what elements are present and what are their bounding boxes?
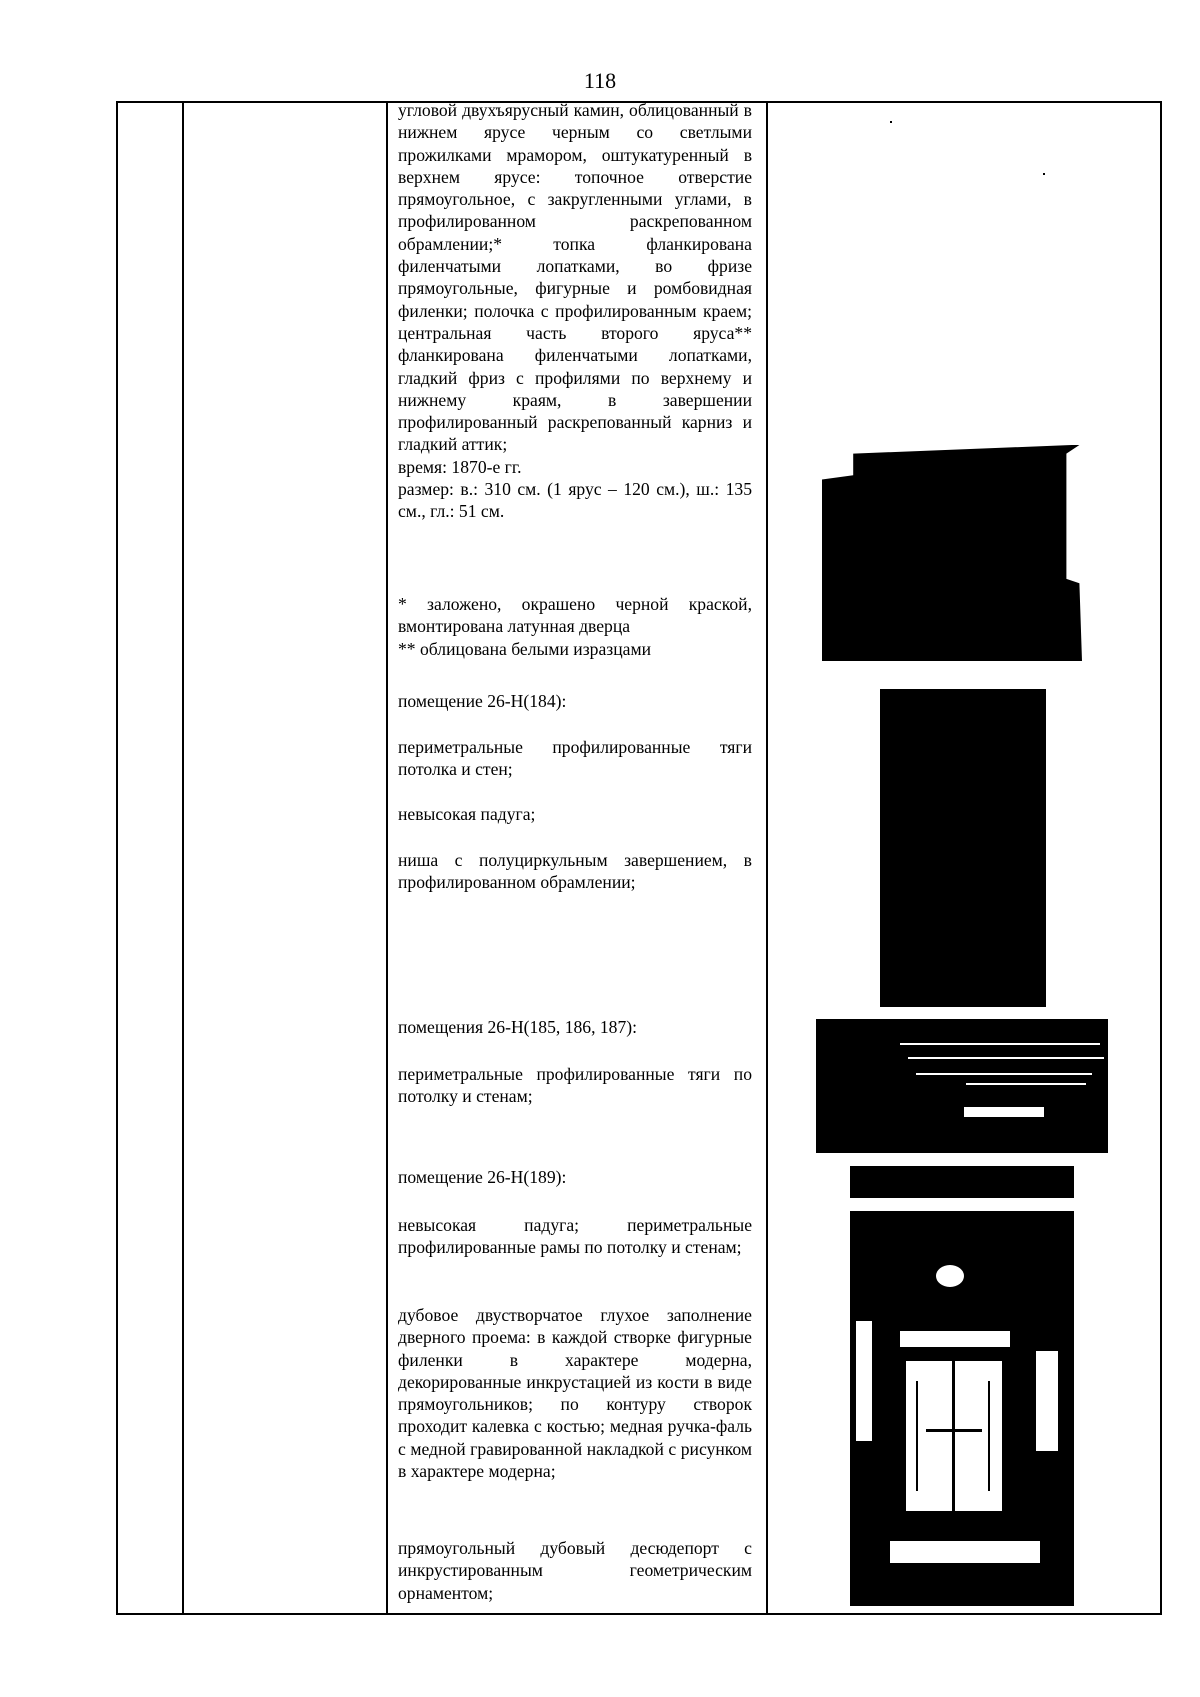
room-heading (398, 690, 752, 712)
room-heading (398, 1166, 752, 1188)
highlight-line (900, 1043, 1100, 1045)
paragraph-block (398, 1537, 752, 1604)
paragraph: прямоугольный дубовый десюдепорт с инкрустированным геометрическим орнаментом; (398, 1538, 752, 1603)
room-189-ceiling-photo (850, 1166, 1074, 1198)
paragraph: ниша с полуциркульным завершением, в профилированном обрамлении; (398, 850, 752, 893)
paragraph-block (398, 1063, 752, 1108)
table-row (117, 102, 1161, 1614)
number-cell (117, 102, 183, 1614)
room-title: помещения 26-Н(185, 186, 187): (398, 1017, 638, 1037)
paragraph: дубовое двустворчатое глухое заполнение дверного проема: в каждой створке фигурные филенки в характере модерна, декорированные инкрустацией из кости в виде прямоугольников; по контуру створок проходит калевка с костью; медная ручка-фаль с медной гравированной накладкой с рисунком в характере модерна; (398, 1305, 752, 1482)
heritage-table (116, 101, 1162, 1615)
footnote: ** облицована белыми изразцами (398, 638, 651, 659)
fireplace-description (398, 99, 752, 523)
door-seam (952, 1361, 955, 1511)
wall-highlight (1036, 1351, 1058, 1451)
footnotes (398, 593, 752, 660)
lintel-highlight (900, 1331, 1010, 1347)
paragraph: угловой двухъярусный камин, облицованный в нижнем ярусе черным со светлыми прожилками мрамором, оштукатуренный в верхнем ярусе: топочное отверстие прямоугольное, с закругленными углами, в профилированном раскрепованном обрамлении;* топка фланкирована филенчатыми лопатками, во фризе прямоугольные, фигурные и ромбовидная филенки; полочка с профилированным краем; центральная часть второго яруса** фланкирована филенчатыми лопатками, гладкий фриз с профилями по верхнему и нижнему краям, в завершении профилированный раскрепованный карниз и гладкий аттик; (398, 100, 752, 455)
paragraph-block (398, 1214, 752, 1259)
description-cell (387, 102, 767, 1614)
paragraph-block (398, 736, 752, 781)
paragraph-block (398, 849, 752, 894)
paragraph-block (398, 1304, 752, 1482)
paragraph: невысокая падуга; (398, 804, 536, 824)
footnote: * заложено, окрашено черной краской, вмонтирована латунная дверца (398, 594, 752, 637)
paragraph-block (398, 803, 752, 825)
room-heading (398, 1016, 752, 1038)
door-seam (988, 1381, 990, 1491)
paragraph: время: 1870-е гг. (398, 456, 522, 477)
rooms-185-187-photo (816, 1019, 1108, 1153)
highlight-line (908, 1057, 1104, 1059)
door-highlight (906, 1361, 1002, 1511)
door-seam (916, 1381, 918, 1491)
door-seam (926, 1429, 982, 1432)
highlight-line (916, 1073, 1092, 1075)
paragraph: периметральные профилированные тяги потолка и стен; (398, 737, 752, 780)
room-189-door-photo (850, 1211, 1074, 1606)
room-title: помещение 26-Н(189): (398, 1167, 567, 1187)
scan-speck (1043, 173, 1045, 175)
paragraph: невысокая падуга; периметральные профилированные рамы по потолку и стенам; (398, 1215, 752, 1258)
wall-highlight (856, 1321, 872, 1441)
object-name-cell (183, 102, 387, 1614)
lamp-highlight (936, 1265, 964, 1287)
fireplace-photo (822, 445, 1082, 661)
photo-cell (767, 102, 1161, 1614)
highlight-patch (964, 1107, 1044, 1117)
highlight-line (966, 1083, 1086, 1085)
room-184-photo (880, 689, 1046, 1007)
page-number: 118 (583, 68, 617, 93)
paragraph: периметральные профилированные тяги по потолку и стенам; (398, 1064, 752, 1107)
room-title: помещение 26-Н(184): (398, 691, 567, 711)
floor-highlight (890, 1541, 1040, 1563)
scan-speck (890, 121, 892, 123)
paragraph: размер: в.: 310 см. (1 ярус – 120 см.), ш.: 135 см., гл.: 51 см. (398, 479, 752, 522)
